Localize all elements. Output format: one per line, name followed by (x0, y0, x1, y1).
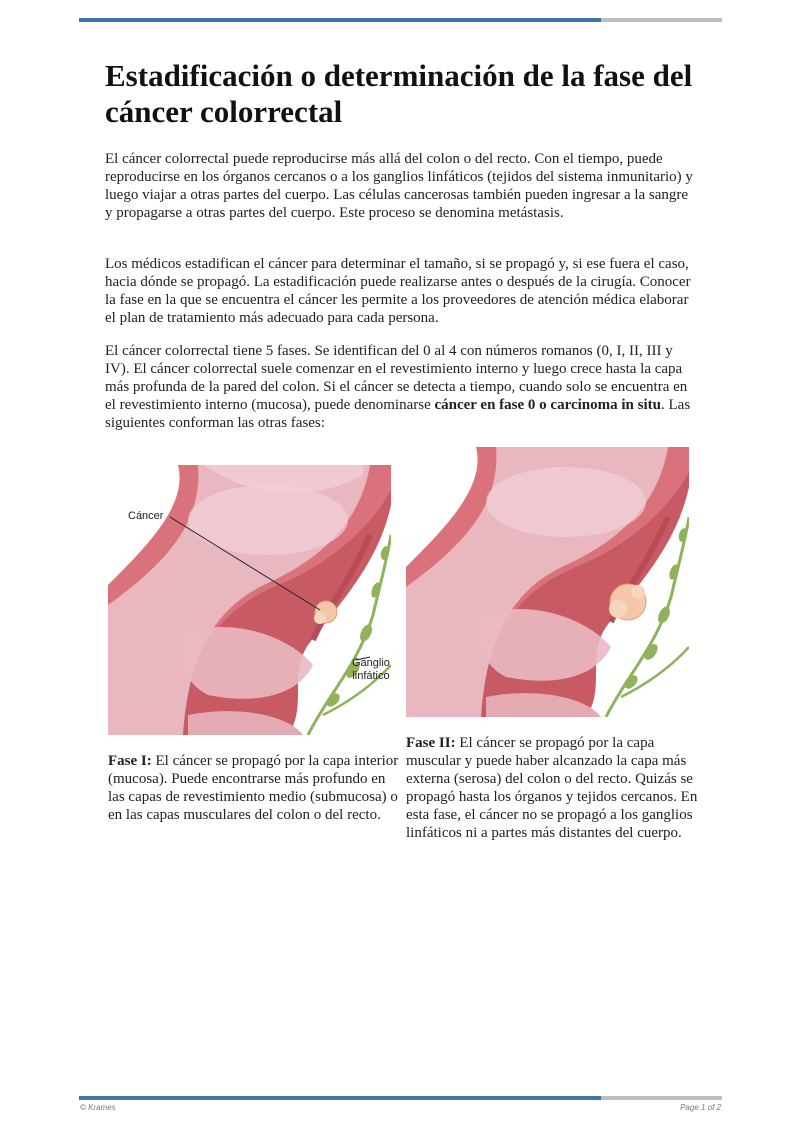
caption-fase-1-label: Fase I: (108, 753, 152, 769)
bottom-rule-blue (79, 1096, 601, 1100)
label-lymph-node-line1: Ganglio (352, 657, 390, 669)
illustration-fase-1 (108, 465, 391, 735)
paragraph-phases-start: El cáncer colorrectal tiene 5 fases. Se identifican del 0 al 4 con números romanos (0, I, II, III y IV). El cáncer colorrectal suele comenzar en el revestimiento interno y luego crece hasta la capa más profunda de la pared del colon. Si el cáncer se detecta a tiempo, cuando solo se encuentra en el revestimiento interno (mucosa), puede denominarse (105, 343, 688, 413)
top-rule (79, 18, 722, 22)
page-title: Estadificación o determinación de la fase del cáncer colorrectal (105, 58, 693, 129)
top-rule-blue (79, 18, 601, 22)
colon-cross-section-1 (108, 465, 391, 735)
footer-page-number: Page 1 of 2 (680, 1103, 721, 1112)
label-cancer: Cáncer (128, 510, 164, 522)
caption-fase-2 (406, 734, 701, 842)
illustration-fase-2 (406, 447, 689, 717)
colon-cross-section-2 (406, 447, 689, 717)
paragraph-phases-end: . Las siguientes conforman las otras fases: (105, 397, 691, 431)
caption-fase-2-label: Fase II: (406, 735, 456, 751)
footer-copyright: © Krames (80, 1103, 116, 1112)
bottom-rule-grey (601, 1096, 722, 1100)
label-lymph-node-line2: linfático (352, 670, 390, 682)
paragraph-intro: El cáncer colorrectal puede reproducirse más allá del colon o del recto. Con el tiempo, puede reproducirse en los órganos cercanos o a los ganglios linfáticos (tejidos del sistema inmunitario) y luego viajar a otras partes del cuerpo. Las células cancerosas también pueden ingresar a la sangre y propagarse a otras partes del cuerpo. Este proceso se denomina metástasis. (105, 151, 693, 221)
bottom-rule (79, 1096, 722, 1100)
top-rule-grey (601, 18, 722, 22)
caption-fase-1-text: El cáncer se propagó por la capa interior (mucosa). Puede encontrarse más profundo en las capas de revestimiento medio (submucosa) o en las capas musculares del colon o del recto. (108, 753, 399, 823)
label-lymph-node (352, 657, 390, 683)
caption-fase-2-text: El cáncer se propagó por la capa muscular y puede haber alcanzado la capa más externa (serosa) del colon o del recto. Quizás se propagó hasta los órganos y tejidos cercanos. En esta fase, el cáncer no se propagó a los ganglios linfáticos ni a partes más distantes del cuerpo. (406, 735, 698, 841)
paragraph-staging: Los médicos estadifican el cáncer para determinar el tamaño, si se propagó y, si ese fuera el caso, hacia dónde se propagó. La estadificación puede realizarse antes o después de la cirugía. Conocer la fase en la que se encuentra el cáncer les permite a los proveedores de atención médica elaborar el plan de tratamiento más adecuado para cada persona. (105, 256, 691, 326)
paragraph-phases (105, 342, 695, 432)
paragraph-phases-bold: cáncer en fase 0 o carcinoma in situ (434, 397, 661, 413)
caption-fase-1 (108, 752, 403, 824)
